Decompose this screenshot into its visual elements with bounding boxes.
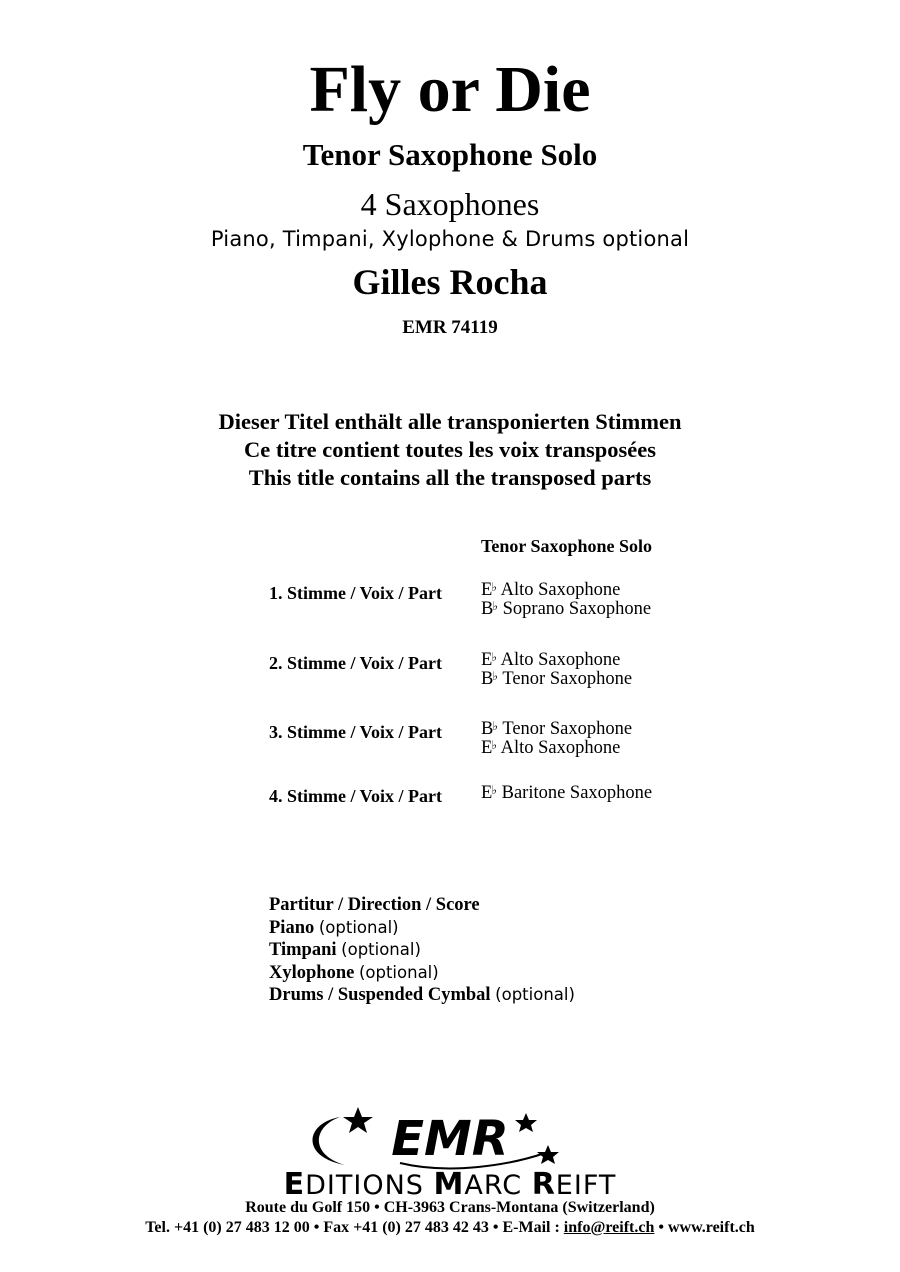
logo-text: EMR (391, 1111, 509, 1167)
optional-instruments: Piano, Timpani, Xylophone & Drums optional (210, 227, 690, 251)
parts-heading: Tenor Saxophone Solo (481, 536, 653, 556)
part-instrument: B♭ Tenor Saxophone (481, 669, 633, 689)
flat-symbol: ♭ (492, 669, 499, 683)
part-label: 4. Stimme / Voix / Part (269, 786, 442, 806)
flat-symbol: ♭ (491, 580, 497, 594)
score-list (269, 894, 575, 1007)
part-instrument: E♭ Baritone Saxophone (481, 783, 653, 803)
part-instrument: E♭ Alto Saxophone (481, 738, 621, 758)
logo-swoosh (313, 1117, 346, 1165)
part-label: 2. Stimme / Voix / Part (269, 653, 442, 673)
notice-english: This title contains all the transposed parts (248, 465, 652, 490)
page-title: Fly or Die (309, 53, 591, 126)
notice-french: Ce titre contient toutes les voix transposées (243, 437, 656, 462)
part-label: 3. Stimme / Voix / Part (269, 722, 442, 742)
flat-symbol: ♭ (492, 599, 499, 613)
score-item: Piano (optional) (269, 917, 399, 938)
notice-german: Dieser Titel enthält alle transponierten Stimmen (218, 409, 682, 434)
star-icon (343, 1107, 373, 1133)
solo-instrument-subtitle: Tenor Saxophone Solo (302, 137, 598, 172)
flat-symbol: ♭ (492, 719, 499, 733)
catalog-number: EMR 74119 (402, 317, 498, 338)
flat-symbol: ♭ (491, 738, 497, 752)
publisher-name: EDITIONS MARC REIFT (283, 1167, 617, 1202)
score-item: Partitur / Direction / Score (269, 895, 480, 915)
flat-symbol: ♭ (491, 783, 497, 797)
flat-symbol: ♭ (491, 650, 497, 664)
part-instrument: E♭ Alto Saxophone (481, 580, 621, 600)
part-instrument: B♭ Tenor Saxophone (481, 719, 633, 739)
email-link[interactable]: info@reift.ch (563, 1219, 655, 1236)
composer-name: Gilles Rocha (352, 262, 548, 302)
score-item: Xylophone (optional) (269, 962, 439, 983)
publisher-contact: Tel. +41 (0) 27 483 12 00 • Fax +41 (0) 27 483 42 43 • E-Mail : info@reift.ch • www.reift.ch (145, 1219, 755, 1236)
star-icon (515, 1113, 537, 1132)
instrumentation: 4 Saxophones (360, 186, 540, 222)
score-item: Drums / Suspended Cymbal (optional) (269, 985, 575, 1005)
part-instrument: E♭ Alto Saxophone (481, 650, 621, 670)
publisher-address: Route du Golf 150 • CH-3963 Crans-Montana (Switzerland) (245, 1199, 655, 1216)
part-label: 1. Stimme / Voix / Part (269, 583, 442, 603)
score-item: Timpani (optional) (269, 940, 421, 960)
part-instrument: B♭ Soprano Saxophone (481, 599, 652, 619)
